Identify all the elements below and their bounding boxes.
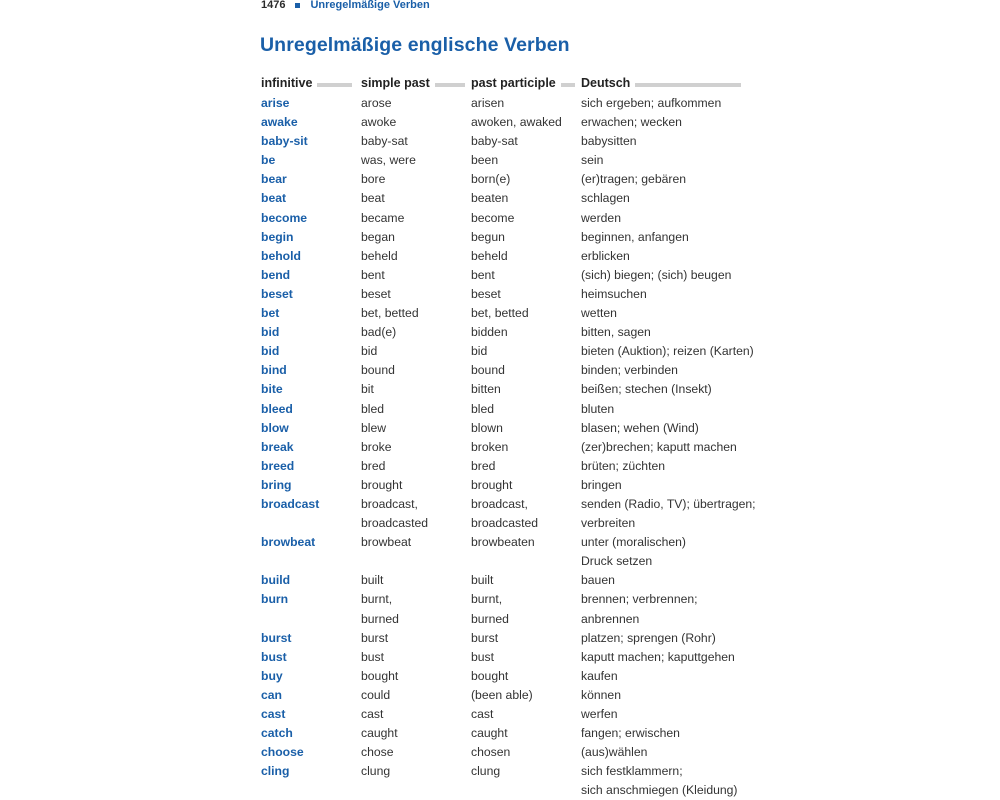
infinitive-cell: buy <box>261 668 283 683</box>
page-number: 1476 <box>261 0 286 11</box>
table-row <box>0 438 1000 457</box>
past-participle-cell: bet, betted <box>471 306 529 321</box>
simple-past-cell: bad(e) <box>361 325 397 340</box>
table-row <box>0 571 1000 590</box>
table-row <box>0 457 1000 476</box>
infinitive-cell: bust <box>261 649 287 664</box>
simple-past-cell: bent <box>361 267 385 282</box>
deutsch-cell: blasen; wehen (Wind) <box>581 420 699 435</box>
past-participle-cell: bred <box>471 458 496 473</box>
deutsch-cell: heimsuchen <box>581 286 647 301</box>
past-participle-cell: bound <box>471 363 505 378</box>
deutsch-cell: können <box>581 687 621 702</box>
deutsch-cell: bringen <box>581 477 622 492</box>
simple-past-cell: broadcast, broadcasted <box>361 496 429 531</box>
deutsch-cell: wetten <box>581 306 617 321</box>
past-participle-cell: beaten <box>471 191 509 206</box>
deutsch-cell: erwachen; wecken <box>581 115 682 130</box>
simple-past-cell: bred <box>361 458 386 473</box>
infinitive-cell: bite <box>261 382 283 397</box>
past-participle-cell: beheld <box>471 248 508 263</box>
infinitive-cell: become <box>261 210 308 225</box>
infinitive-cell: baby-sit <box>261 134 308 149</box>
deutsch-cell: sich festklammern; sich anschmiegen (Kleidung) <box>581 764 738 798</box>
table-row <box>0 209 1000 228</box>
simple-past-cell: clung <box>361 764 391 779</box>
deutsch-cell: kaputt machen; kaputtgehen <box>581 649 735 664</box>
simple-past-cell: bought <box>361 668 399 683</box>
past-participle-cell: bid <box>471 344 488 359</box>
simple-past-cell: began <box>361 229 395 244</box>
infinitive-cell: build <box>261 573 291 588</box>
infinitive-cell: burn <box>261 592 289 607</box>
table-row <box>0 629 1000 648</box>
deutsch-cell: brüten; züchten <box>581 458 666 473</box>
infinitive-cell: cling <box>261 764 290 779</box>
deutsch-cell: (zer)brechen; kaputt machen <box>581 439 737 454</box>
table-row <box>0 304 1000 323</box>
simple-past-cell: built <box>361 573 384 588</box>
simple-past-cell: bid <box>361 344 378 359</box>
simple-past-cell: beheld <box>361 248 398 263</box>
simple-past-cell: bled <box>361 401 385 416</box>
page-title: Unregelmäßige englische Verben <box>260 34 570 56</box>
simple-past-cell: blew <box>361 420 387 435</box>
verb-table-body <box>0 94 1000 800</box>
deutsch-cell: (sich) biegen; (sich) beugen <box>581 267 732 282</box>
simple-past-cell: bet, betted <box>361 306 419 321</box>
table-row <box>0 590 1000 628</box>
table-row <box>0 380 1000 399</box>
simple-past-cell: became <box>361 210 405 225</box>
past-participle-cell: beset <box>471 286 501 301</box>
table-row <box>0 342 1000 361</box>
deutsch-cell: unter (moralischen) Druck setzen <box>581 535 686 569</box>
past-participle-cell: caught <box>471 726 508 741</box>
infinitive-cell: bid <box>261 344 280 359</box>
past-participle-cell: born(e) <box>471 172 511 187</box>
infinitive-cell: bear <box>261 172 287 187</box>
infinitive-cell: behold <box>261 248 301 263</box>
deutsch-cell: bieten (Auktion); reizen (Karten) <box>581 344 754 359</box>
infinitive-cell: beat <box>261 191 287 206</box>
infinitive-cell: arise <box>261 96 290 110</box>
table-row <box>0 113 1000 132</box>
infinitive-cell: choose <box>261 745 304 760</box>
simple-past-cell: bore <box>361 172 386 187</box>
deutsch-cell: bitten, sagen <box>581 325 651 340</box>
table-row <box>0 476 1000 495</box>
deutsch-cell: (er)tragen; gebären <box>581 172 687 187</box>
infinitive-cell: begin <box>261 229 294 244</box>
table-row <box>0 667 1000 686</box>
column-header-past-participle: past participle <box>471 75 575 91</box>
infinitive-cell: catch <box>261 726 293 741</box>
simple-past-cell: bound <box>361 363 395 378</box>
running-head <box>261 0 430 12</box>
table-row <box>0 151 1000 170</box>
past-participle-cell: bled <box>471 401 495 416</box>
simple-past-cell: could <box>361 687 391 702</box>
past-participle-cell: chosen <box>471 745 511 760</box>
past-participle-cell: clung <box>471 764 501 779</box>
table-row <box>0 724 1000 743</box>
past-participle-cell: begun <box>471 229 505 244</box>
simple-past-cell: baby-sat <box>361 134 408 149</box>
column-header-infinitive: infinitive <box>261 75 352 91</box>
infinitive-cell: bend <box>261 267 291 282</box>
past-participle-cell: been <box>471 153 499 168</box>
table-row <box>0 495 1000 533</box>
simple-past-cell: chose <box>361 745 394 760</box>
deutsch-cell: werden <box>581 210 621 225</box>
infinitive-cell: burst <box>261 630 292 645</box>
deutsch-cell: bauen <box>581 573 615 588</box>
infinitive-cell: bid <box>261 325 280 340</box>
deutsch-cell: sein <box>581 153 604 168</box>
table-row <box>0 743 1000 762</box>
deutsch-cell: bluten <box>581 401 615 416</box>
past-participle-cell: bent <box>471 267 495 282</box>
infinitive-cell: awake <box>261 115 298 130</box>
simple-past-cell: arose <box>361 96 392 110</box>
simple-past-cell: browbeat <box>361 535 412 550</box>
infinitive-cell: be <box>261 153 276 168</box>
deutsch-cell: (aus)wählen <box>581 745 648 760</box>
deutsch-cell: werfen <box>581 707 618 721</box>
table-row <box>0 361 1000 380</box>
past-participle-cell: (been able) <box>471 687 533 702</box>
table-row <box>0 400 1000 419</box>
table-row <box>0 189 1000 208</box>
column-header-deutsch: Deutsch <box>581 75 741 91</box>
deutsch-cell: senden (Radio, TV); übertragen; verbreiten <box>581 496 756 531</box>
simple-past-cell: brought <box>361 477 403 492</box>
infinitive-cell: can <box>261 687 283 702</box>
simple-past-cell: bust <box>361 649 385 664</box>
column-header-simple-past: simple past <box>361 75 465 91</box>
deutsch-cell: erblicken <box>581 248 630 263</box>
simple-past-cell: broke <box>361 439 392 454</box>
table-row <box>0 94 1000 113</box>
past-participle-cell: bought <box>471 668 509 683</box>
deutsch-cell: binden; verbinden <box>581 363 678 378</box>
bullet-square-icon <box>295 3 300 8</box>
deutsch-cell: platzen; sprengen (Rohr) <box>581 630 716 645</box>
deutsch-cell: schlagen <box>581 191 630 206</box>
infinitive-cell: bleed <box>261 401 293 416</box>
past-participle-cell: burst <box>471 630 499 645</box>
simple-past-cell: was, were <box>361 153 416 168</box>
infinitive-cell: broadcast <box>261 496 320 511</box>
table-row <box>0 419 1000 438</box>
past-participle-cell: broadcast, broadcasted <box>471 496 539 531</box>
infinitive-cell: break <box>261 439 294 454</box>
past-participle-cell: awoken, awaked <box>471 115 562 130</box>
table-row <box>0 323 1000 342</box>
infinitive-cell: blow <box>261 420 289 435</box>
table-row <box>0 170 1000 189</box>
simple-past-cell: beat <box>361 191 385 206</box>
table-row <box>0 247 1000 266</box>
past-participle-cell: brought <box>471 477 513 492</box>
infinitive-cell: bet <box>261 306 280 321</box>
simple-past-cell: caught <box>361 726 398 741</box>
infinitive-cell: cast <box>261 707 286 721</box>
infinitive-cell: bring <box>261 477 292 492</box>
deutsch-cell: sich ergeben; aufkommen <box>581 96 722 110</box>
past-participle-cell: bust <box>471 649 495 664</box>
past-participle-cell: broken <box>471 439 509 454</box>
table-row <box>0 266 1000 285</box>
past-participle-cell: built <box>471 573 494 588</box>
table-row <box>0 705 1000 724</box>
table-row <box>0 228 1000 247</box>
table-row <box>0 686 1000 705</box>
deutsch-cell: fangen; erwischen <box>581 726 680 741</box>
simple-past-cell: awoke <box>361 115 397 130</box>
infinitive-cell: bind <box>261 363 287 378</box>
table-row <box>0 648 1000 667</box>
simple-past-cell: bit <box>361 382 374 397</box>
past-participle-cell: burnt, burned <box>471 592 509 626</box>
past-participle-cell: bitten <box>471 382 501 397</box>
past-participle-cell: become <box>471 210 515 225</box>
running-head-section: Unregelmäßige Verben <box>310 0 430 11</box>
deutsch-cell: babysitten <box>581 134 637 149</box>
deutsch-cell: kaufen <box>581 668 618 683</box>
deutsch-cell: beißen; stechen (Insekt) <box>581 382 712 397</box>
simple-past-cell: beset <box>361 286 391 301</box>
table-row <box>0 132 1000 151</box>
infinitive-cell: breed <box>261 458 295 473</box>
deutsch-cell: brennen; verbrennen; anbrennen <box>581 592 698 626</box>
table-row <box>0 285 1000 304</box>
table-row <box>0 762 1000 800</box>
simple-past-cell: cast <box>361 707 384 721</box>
past-participle-cell: blown <box>471 420 503 435</box>
past-participle-cell: cast <box>471 707 494 721</box>
infinitive-cell: browbeat <box>261 535 316 550</box>
past-participle-cell: browbeaten <box>471 535 535 550</box>
deutsch-cell: beginnen, anfangen <box>581 229 689 244</box>
past-participle-cell: baby-sat <box>471 134 518 149</box>
simple-past-cell: burst <box>361 630 389 645</box>
table-row <box>0 533 1000 571</box>
past-participle-cell: arisen <box>471 96 505 110</box>
simple-past-cell: burnt, burned <box>361 592 399 626</box>
infinitive-cell: beset <box>261 286 293 301</box>
past-participle-cell: bidden <box>471 325 508 340</box>
